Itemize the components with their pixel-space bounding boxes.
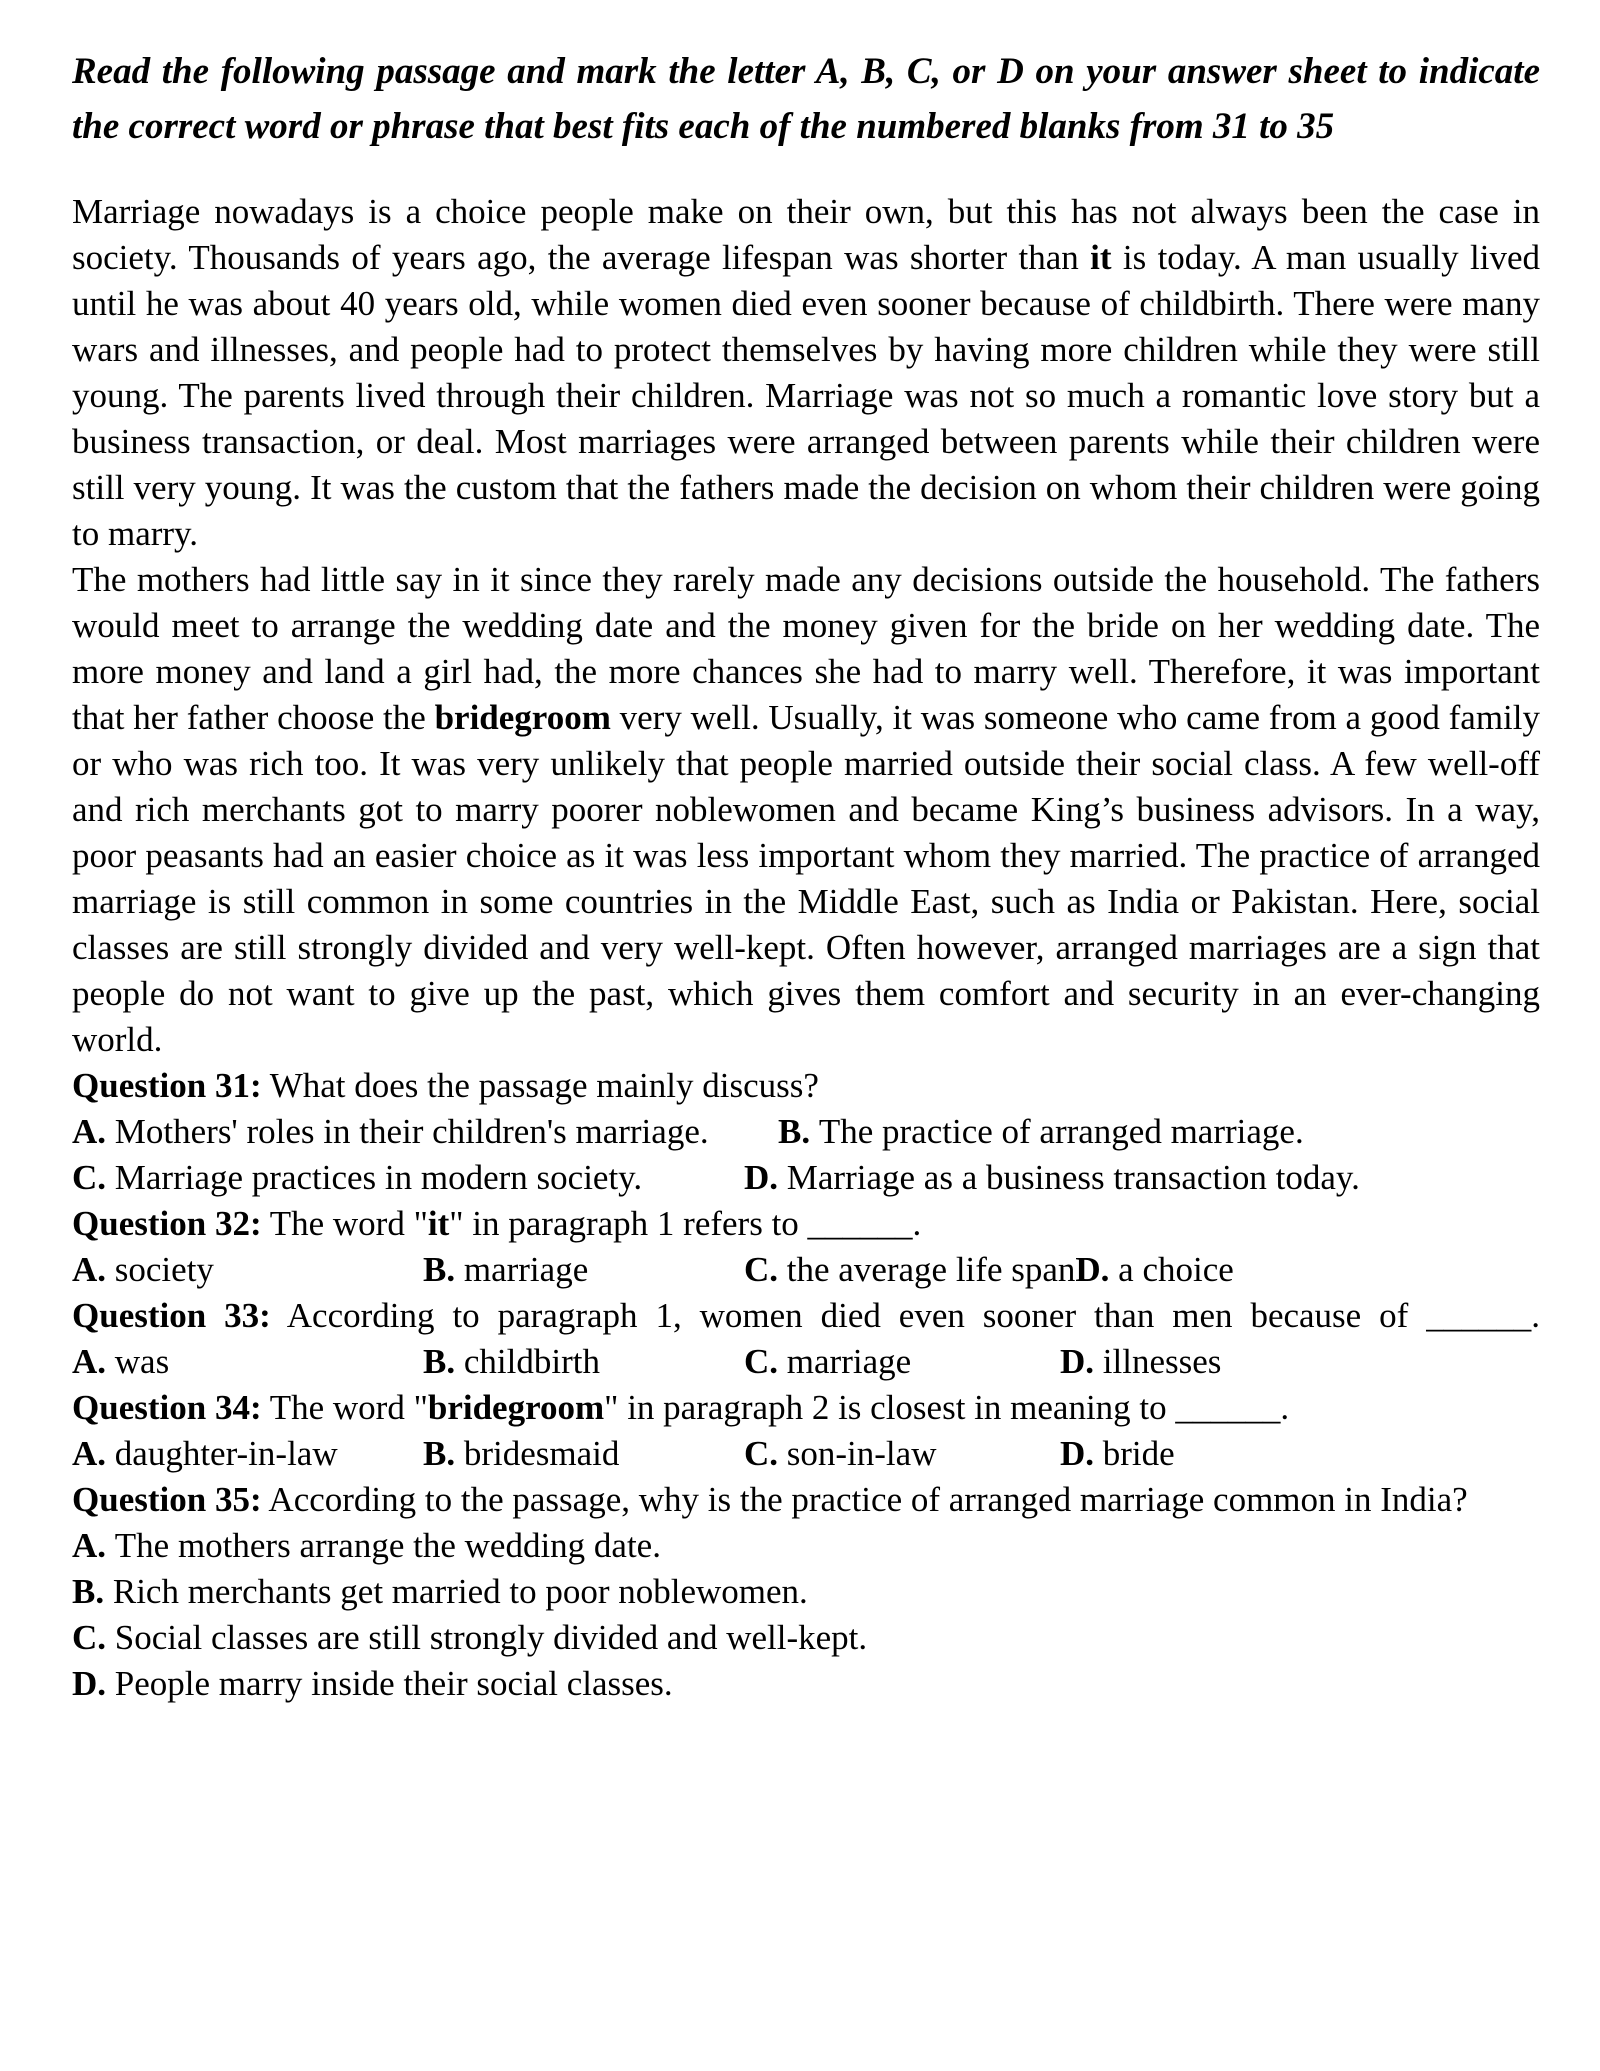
- q31-option-b-letter: B.: [778, 1112, 819, 1151]
- question-33-options-row: [72, 1339, 1540, 1385]
- q34-option-a-text: daughter-in-law: [114, 1434, 338, 1473]
- q33-option-b: [423, 1339, 744, 1385]
- passage-paragraph-1: [72, 189, 1540, 557]
- q33-option-a-text: was: [114, 1342, 170, 1381]
- q31-option-b: [778, 1109, 1304, 1155]
- question-32-line: [72, 1201, 1540, 1247]
- q35-option-b-letter: B.: [72, 1572, 113, 1611]
- q34-option-a-letter: A.: [72, 1434, 115, 1473]
- question-32-text-pre: The word ": [261, 1204, 428, 1243]
- q33-option-b-text: childbirth: [463, 1342, 600, 1381]
- q32-option-a-letter: A.: [72, 1250, 115, 1289]
- q35-option-d-text: People marry inside their social classes.: [114, 1664, 673, 1703]
- passage-p2-pre: The mothers had little say in it since they rarely made any decisions outside the household. The fathers would meet to arrange the wedding date and the money given for the bride on her wedding date. The more money and land a girl had, the more chances she had to marry well. Therefore, it was important that her father choose the: [72, 560, 1540, 737]
- question-35-text: According to the passage, why is the practice of arranged marriage common in India?: [261, 1480, 1468, 1519]
- q31-option-d: [744, 1155, 1360, 1201]
- q35-option-a-letter: A.: [72, 1526, 115, 1565]
- q33-option-a: [72, 1339, 423, 1385]
- q31-option-c-text: Marriage practices in modern society.: [114, 1158, 643, 1197]
- question-35-line: [72, 1477, 1540, 1523]
- q35-option-c-text: Social classes are still strongly divided and well-kept.: [114, 1618, 868, 1657]
- question-34-line: [72, 1385, 1540, 1431]
- q34-option-d-letter: D.: [1060, 1434, 1103, 1473]
- question-31-label: Question 31:: [72, 1066, 262, 1105]
- question-32-bold-word: it: [427, 1204, 450, 1243]
- question-34-options-row: [72, 1431, 1540, 1477]
- question-33-line: [72, 1293, 1540, 1339]
- q33-option-d: [1060, 1339, 1221, 1385]
- q35-option-c: [72, 1615, 1540, 1661]
- q32-option-a: [72, 1247, 423, 1293]
- question-31-options-row-1: [72, 1109, 1540, 1155]
- q32-option-a-text: society: [114, 1250, 214, 1289]
- q35-option-b: [72, 1569, 1540, 1615]
- instructions-heading: Read the following passage and mark the letter A, B, C, or D on your answer sheet to indicate the correct word or phrase that best fits each of the numbered blanks from 31 to 35: [72, 51, 1540, 147]
- q34-option-a: [72, 1431, 423, 1477]
- q31-option-d-text: Marriage as a business transaction today.: [786, 1158, 1360, 1197]
- q31-option-c: [72, 1155, 744, 1201]
- q34-option-c: [744, 1431, 1060, 1477]
- q35-option-a-text: The mothers arrange the wedding date.: [114, 1526, 661, 1565]
- q31-option-c-letter: C.: [72, 1158, 115, 1197]
- passage-p1-bold-word: it: [1090, 238, 1112, 277]
- q31-option-b-text: The practice of arranged marriage.: [818, 1112, 1304, 1151]
- question-34-text-post: " in paragraph 2 is closest in meaning to ______.: [604, 1388, 1290, 1427]
- q32-option-d-letter: D.: [1075, 1250, 1119, 1289]
- question-33-label: Question 33:: [72, 1296, 271, 1335]
- q35-option-a: [72, 1523, 1540, 1569]
- question-32-label: Question 32:: [72, 1204, 262, 1243]
- q32-option-d-text: a choice: [1118, 1250, 1234, 1289]
- question-35-label: Question 35:: [72, 1480, 262, 1519]
- question-31-line: [72, 1063, 1540, 1109]
- q32-option-b: [423, 1247, 744, 1293]
- passage-p1-pre: Marriage nowadays is a choice people make on their own, but this has not always been the case in society. Thousands of years ago, the average lifespan was shorter than: [72, 192, 1540, 277]
- q35-option-b-text: Rich merchants get married to poor noblewomen.: [112, 1572, 808, 1611]
- q34-option-d-text: bride: [1102, 1434, 1175, 1473]
- question-34-bold-word: bridegroom: [427, 1388, 605, 1427]
- q31-option-d-letter: D.: [744, 1158, 787, 1197]
- question-33-text: According to paragraph 1, women died even sooner than men because of ______.: [270, 1296, 1540, 1335]
- q34-option-d: [1060, 1431, 1175, 1477]
- q35-option-d-letter: D.: [72, 1664, 115, 1703]
- question-32-text-post: " in paragraph 1 refers to ______.: [449, 1204, 922, 1243]
- q34-option-c-letter: C.: [744, 1434, 787, 1473]
- question-31-options-row-2: [72, 1155, 1540, 1201]
- q33-option-c-text: marriage: [786, 1342, 912, 1381]
- q33-option-c-letter: C.: [744, 1342, 787, 1381]
- passage-p2-bold-word: bridegroom: [434, 698, 611, 737]
- q34-option-b: [423, 1431, 744, 1477]
- q32-option-b-text: marriage: [463, 1250, 589, 1289]
- question-34-label: Question 34:: [72, 1388, 262, 1427]
- q32-option-d: [1075, 1247, 1233, 1293]
- q33-option-b-letter: B.: [423, 1342, 464, 1381]
- q33-option-d-letter: D.: [1060, 1342, 1103, 1381]
- q34-option-b-text: bridesmaid: [463, 1434, 620, 1473]
- question-34-text-pre: The word ": [261, 1388, 428, 1427]
- q34-option-b-letter: B.: [423, 1434, 464, 1473]
- passage-p1-post: is today. A man usually lived until he was about 40 years old, while women died even sooner because of childbirth. There were many wars and illnesses, and people had to protect themselves by having more children while they were still young. The parents lived through their children. Marriage was not so much a romantic love story but a business transaction, or deal. Most marriages were arranged between parents while their children were still very young. It was the custom that the fathers made the decision on whom their children were going to marry.: [72, 238, 1540, 553]
- q35-option-c-letter: C.: [72, 1618, 115, 1657]
- q32-option-b-letter: B.: [423, 1250, 464, 1289]
- q33-option-a-letter: A.: [72, 1342, 115, 1381]
- q33-option-d-text: illnesses: [1102, 1342, 1222, 1381]
- question-32-options-row: [72, 1247, 1540, 1293]
- q34-option-c-text: son-in-law: [786, 1434, 937, 1473]
- q32-option-c: [744, 1247, 1075, 1293]
- passage-paragraph-2: [72, 557, 1540, 1063]
- q31-option-a: [72, 1109, 778, 1155]
- question-31-text: What does the passage mainly discuss?: [261, 1066, 819, 1105]
- q35-option-d: [72, 1661, 1540, 1707]
- q32-option-c-letter: C.: [744, 1250, 787, 1289]
- passage-p2-post: very well. Usually, it was someone who came from a good family or who was rich too. It was very unlikely that people married outside their social class. A few well-off and rich merchants got to marry poorer noblewomen and became King’s business advisors. In a way, poor peasants had an easier choice as it was less important whom they married. The practice of arranged marriage is still common in some countries in the Middle East, such as India or Pakistan. Here, social classes are still strongly divided and very well-kept. Often however, arranged marriages are a sign that people do not want to give up the past, which gives them comfort and security in an ever-changing world.: [72, 698, 1540, 1059]
- q31-option-a-text: Mothers' roles in their children's marriage.: [114, 1112, 709, 1151]
- q32-option-c-text: the average life span: [786, 1250, 1076, 1289]
- q33-option-c: [744, 1339, 1060, 1385]
- q31-option-a-letter: A.: [72, 1112, 115, 1151]
